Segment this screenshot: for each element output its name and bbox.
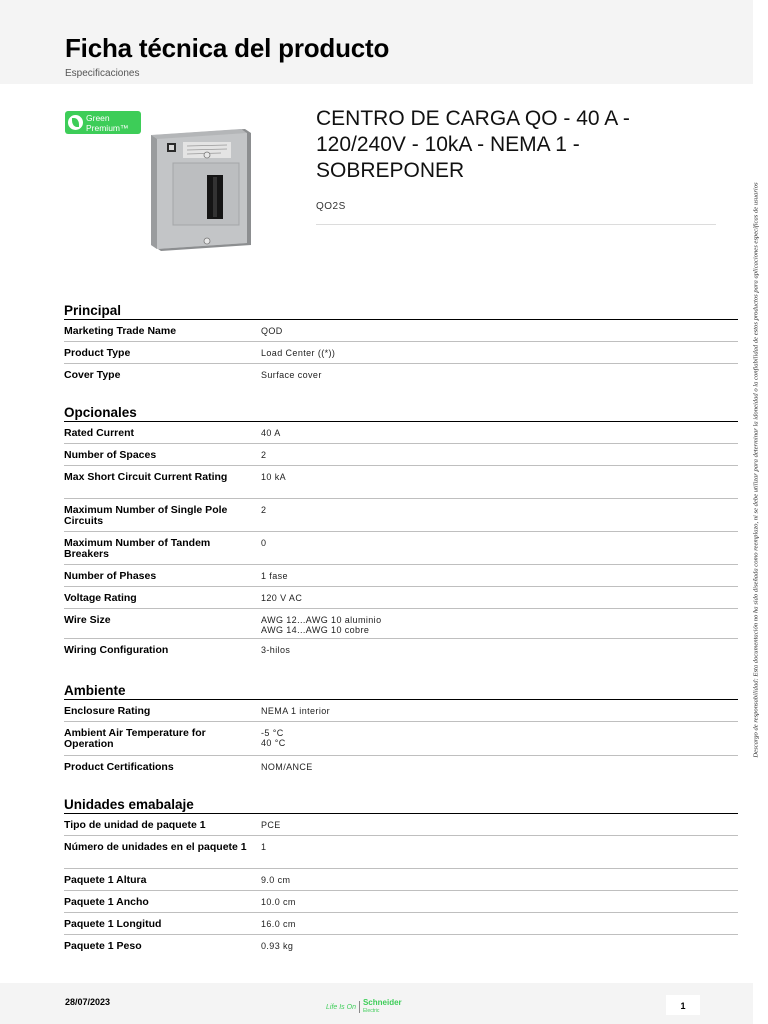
spec-row xyxy=(64,565,738,587)
spec-value: 9.0 cm xyxy=(261,875,291,885)
product-code: QO2S xyxy=(316,201,346,212)
spec-row xyxy=(64,320,738,342)
spec-table xyxy=(64,319,738,386)
spec-row xyxy=(64,756,738,778)
spec-row xyxy=(64,466,738,499)
section-principal xyxy=(64,303,738,386)
logo-divider xyxy=(359,1001,360,1013)
spec-value: PCE xyxy=(261,820,281,830)
logo-brand-sub: Electric xyxy=(362,1008,380,1014)
spec-label: Paquete 1 Peso xyxy=(64,940,142,952)
spec-label: Marketing Trade Name xyxy=(64,325,177,337)
spec-row xyxy=(64,836,738,869)
load-center-image xyxy=(147,127,257,255)
spec-label: Wiring Configuration xyxy=(64,644,169,656)
section-heading: Unidades emabalaje xyxy=(64,797,194,812)
spec-row xyxy=(64,587,738,609)
spec-value: 2 xyxy=(261,505,267,515)
spec-value: 120 V AC xyxy=(261,593,303,603)
spec-value: NOM/ANCE xyxy=(261,762,313,772)
spec-label: Maximum Number of Single Pole Circuits xyxy=(64,504,228,527)
spec-value: 10 kA xyxy=(261,472,287,482)
page-header xyxy=(0,0,753,84)
spec-value: 0.93 kg xyxy=(261,941,294,951)
logo-brand-name: Schneider xyxy=(362,998,402,1007)
spec-value: 1 fase xyxy=(261,571,288,581)
spec-label: Ambient Air Temperature for Operation xyxy=(64,727,206,750)
footer-date: 28/07/2023 xyxy=(65,997,111,1007)
spec-label: Max Short Circuit Current Rating xyxy=(64,471,228,483)
spec-label: Wire Size xyxy=(64,614,111,626)
spec-row xyxy=(64,814,738,836)
spec-row xyxy=(64,342,738,364)
spec-value: 3-hilos xyxy=(261,645,291,655)
spec-row xyxy=(64,913,738,935)
spec-label: Paquete 1 Ancho xyxy=(64,896,149,908)
spec-value: QOD xyxy=(261,326,283,336)
green-premium-label: Green Premium™ xyxy=(86,113,129,133)
spec-row xyxy=(64,935,738,957)
spec-row xyxy=(64,422,738,444)
schneider-logo xyxy=(326,999,402,1015)
spec-label: Voltage Rating xyxy=(64,592,137,604)
spec-row xyxy=(64,609,738,639)
spec-value: AWG 12...AWG 10 aluminio AWG 14...AWG 10 cobre xyxy=(261,615,382,635)
logo-tagline: Life Is On xyxy=(326,1003,356,1011)
section-heading: Ambiente xyxy=(64,683,126,698)
disclaimer xyxy=(745,168,767,772)
spec-value: 10.0 cm xyxy=(261,897,296,907)
disclaimer-text: Descargo de responsabilidad: Esta documentación no ha sido diseñada como reemplazo, ni se debe utilizar para determinar la idoneidad o la confiabilidad de estos productos para aplicaciones específicas de usuarios xyxy=(752,182,760,758)
spec-value: 1 xyxy=(261,842,267,852)
page-footer xyxy=(0,983,753,1024)
spec-row xyxy=(64,869,738,891)
spec-label: Product Certifications xyxy=(64,761,174,773)
spec-row xyxy=(64,700,738,722)
spec-label: Maximum Number of Tandem Breakers xyxy=(64,537,211,560)
spec-label: Enclosure Rating xyxy=(64,705,151,717)
spec-label: Tipo de unidad de paquete 1 xyxy=(64,819,206,831)
spec-value: Surface cover xyxy=(261,370,322,380)
spec-value: 16.0 cm xyxy=(261,919,296,929)
spec-row xyxy=(64,891,738,913)
spec-table xyxy=(64,813,738,957)
section-opcionales xyxy=(64,405,738,661)
spec-table xyxy=(64,421,738,661)
spec-value: 2 xyxy=(261,450,267,460)
page-number: 1 xyxy=(666,995,700,1015)
spec-value: Load Center ((*)) xyxy=(261,348,336,358)
section-ambiente xyxy=(64,683,738,778)
spec-row xyxy=(64,532,738,565)
spec-label: Product Type xyxy=(64,347,131,359)
section-heading: Principal xyxy=(64,303,122,318)
spec-row xyxy=(64,722,738,756)
spec-value: -5 °C 40 °C xyxy=(261,728,286,748)
leaf-icon xyxy=(68,115,83,130)
spec-label: Número de unidades en el paquete 1 xyxy=(64,841,247,853)
page-title: Ficha técnica del producto xyxy=(65,33,390,63)
section-heading: Opcionales xyxy=(64,405,137,420)
spec-value: NEMA 1 interior xyxy=(261,706,331,716)
page-subtitle: Especificaciones xyxy=(65,68,140,79)
spec-label: Number of Phases xyxy=(64,570,157,582)
spec-label: Cover Type xyxy=(64,369,121,381)
spec-label: Paquete 1 Longitud xyxy=(64,918,162,930)
spec-value: 40 A xyxy=(261,428,281,438)
spec-label: Number of Spaces xyxy=(64,449,157,461)
spec-row xyxy=(64,444,738,466)
spec-label: Paquete 1 Altura xyxy=(64,874,147,886)
spec-value: 0 xyxy=(261,538,267,548)
spec-row xyxy=(64,364,738,386)
section-unidades xyxy=(64,797,738,957)
spec-table xyxy=(64,699,738,778)
spec-label: Rated Current xyxy=(64,427,135,439)
logo-brand xyxy=(363,999,402,1015)
product-title: CENTRO DE CARGA QO - 40 A - 120/240V - 10kA - NEMA 1 - SOBREPONER xyxy=(316,107,630,182)
spec-row xyxy=(64,499,738,532)
green-premium-badge xyxy=(65,111,141,134)
title-divider xyxy=(316,224,716,225)
spec-row xyxy=(64,639,738,661)
